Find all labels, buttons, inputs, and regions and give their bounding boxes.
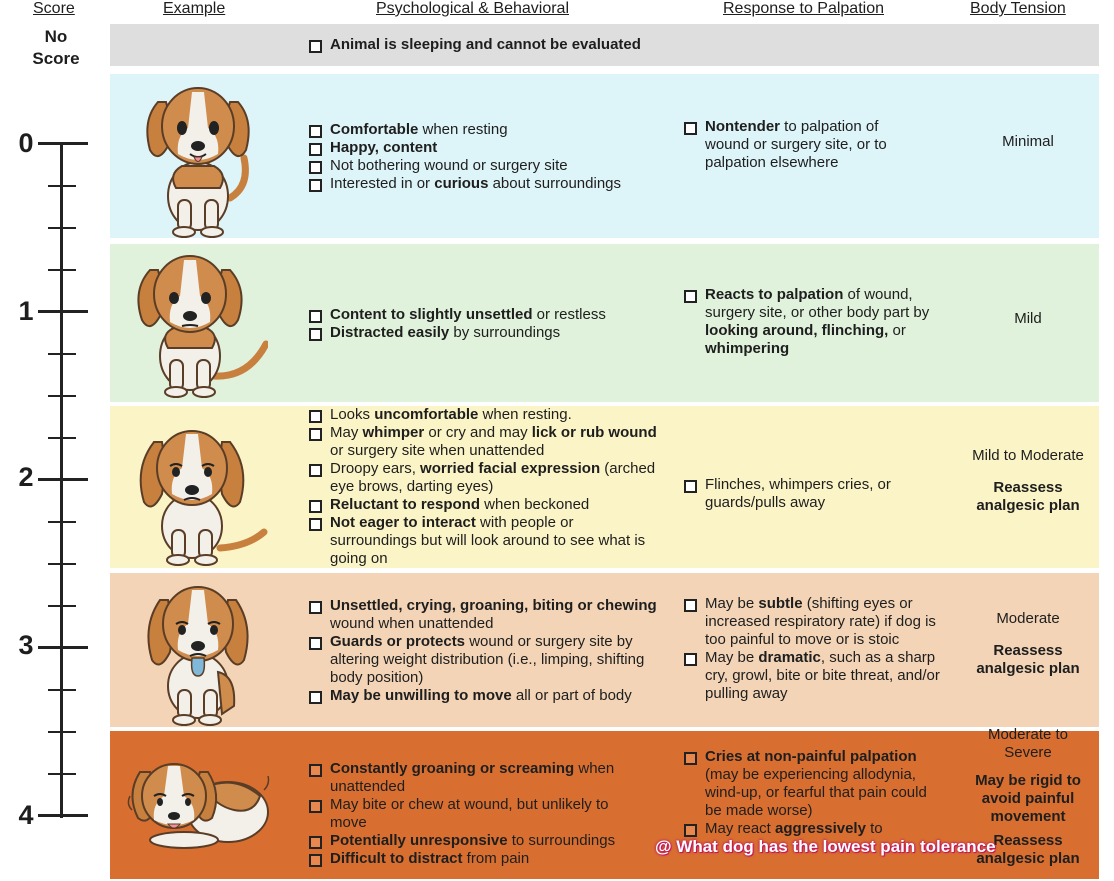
criteria-item: Interested in or curious about surroundings [307,175,667,193]
scale-minor-tick [48,731,76,733]
criteria-item: Guards or protects wound or surgery site by altering weight distribution (i.e., limping, shifting body position) [307,633,667,687]
scale-minor-tick [48,185,76,187]
criteria-item: Flinches, whimpers cries, or guards/pulls away [682,476,922,512]
scale-minor-tick [48,269,76,271]
criteria-item: Droopy ears, worried facial expression (arched eye brows, darting eyes) [307,460,662,496]
scale-minor-tick [48,395,76,397]
criteria-item: Cries at non-painful palpation (may be experiencing allodynia, wind-up, or fearful that pain could be made worse) [682,748,947,820]
criteria-item: Unsettled, crying, groaning, biting or chewing wound when unattended [307,597,667,633]
tension-score-2 [958,447,1098,515]
tension-score-1 [958,310,1098,328]
criteria-item: Nontender to palpation of wound or surgery site, or to palpation elsewhere [682,118,922,172]
criteria-item: Potentially unresponsive to surroundings [307,832,647,850]
tension-level: Minimal [1002,133,1054,150]
criteria-item: May be dramatic, such as a sharp cry, growl, bite or bite threat, and/or pulling away [682,649,947,703]
tension-level: Mild [1014,310,1042,327]
palpation-list-score-0 [682,118,922,172]
palpation-list-score-3 [682,595,947,703]
header-psychological-behavioral: Psychological & Behavioral [376,0,569,17]
scale-minor-tick [48,689,76,691]
header-score: Score [33,0,75,17]
scale-major-tick [38,478,88,481]
tension-level: Moderate [996,610,1060,627]
criteria-item: May be subtle (shifting eyes or increased respiratory rate) if dog is too painful to move or is stoic [682,595,947,649]
scale-minor-tick [48,353,76,355]
tension-score-0 [958,133,1098,151]
psych-list-score-4 [307,760,647,868]
criteria-item: May be unwilling to move all or part of body [307,687,667,705]
scale-minor-tick [48,227,76,229]
palpation-list-score-4 [682,748,947,838]
criteria-item: Comfortable when resting [307,121,667,139]
psych-list-score-2 [307,406,662,568]
psych-list-score-1 [307,306,667,342]
dog-illustration-score-1 [128,248,268,398]
no-score-label-line1: No [44,27,68,46]
tension-note: Reassess analgesic plan [976,479,1080,514]
criteria-item: May bite or chew at wound, but unlikely to move [307,796,647,832]
tension-note: Reassess analgesic plan [976,642,1080,677]
no-score-label [28,26,84,70]
scale-minor-tick [48,521,76,523]
criteria-item: Content to slightly unsettled or restless [307,306,667,324]
scale-number-4: 4 [18,800,34,830]
palpation-list-score-1 [682,286,952,358]
criteria-item: Reluctant to respond when beckoned [307,496,662,514]
scale-major-tick [38,814,88,817]
scale-minor-tick [48,437,76,439]
scale-major-tick [38,142,88,145]
header-body-tension: Body Tension [970,0,1066,17]
scale-number-0: 0 [18,128,34,158]
criteria-item: Constantly groaning or screaming when unattended [307,760,647,796]
psych-list-score-3 [307,597,667,705]
palpation-list-score-2 [682,476,922,512]
scale-number-3: 3 [18,630,34,660]
tension-level: Moderate to Severe [987,726,1069,761]
header-response-to-palpation: Response to Palpation [723,0,884,17]
criteria-item: Not eager to interact with people or surroundings but will look around to see what is going on [307,514,662,568]
criteria-item: Happy, content [307,139,667,157]
watermark-caption: @ What dog has the lowest pain tolerance [655,837,996,856]
criteria-item: Not bothering wound or surgery site [307,157,667,175]
criteria-item: Difficult to distract from pain [307,850,647,868]
header-example: Example [163,0,226,17]
tension-level: Mild to Moderate [972,447,1084,464]
criteria-item: May react aggressively to [682,820,947,838]
criteria-item: Distracted easily by surroundings [307,324,667,342]
dog-illustration-score-2 [130,416,270,566]
tension-score-3 [958,610,1098,678]
psych-list-score-0 [307,121,667,193]
scale-minor-tick [48,605,76,607]
no-score-label-line2: Score [32,49,80,68]
tension-note: May be rigid to avoid painful movement [975,772,1081,825]
criteria-item: Reacts to palpation of wound, surgery site, or other body part by looking around, flinching, or whimpering [682,286,952,358]
scale-major-tick [38,310,88,313]
no-score-item: Animal is sleeping and cannot be evaluated [307,36,641,54]
dog-illustration-score-0 [138,80,258,238]
dog-illustration-score-4 [124,744,274,854]
scale-number-1: 1 [18,296,34,326]
no-score-criteria [307,36,641,54]
criteria-item: Looks uncomfortable when resting. [307,406,662,424]
criteria-item: May whimper or cry and may lick or rub wound or surgery site when unattended [307,424,662,460]
scale-minor-tick [48,563,76,565]
tension-note-2: Reassess analgesic plan [976,832,1080,867]
dog-illustration-score-3 [138,576,258,726]
scale-major-tick [38,646,88,649]
scale-minor-tick [48,773,76,775]
scale-number-2: 2 [18,462,34,492]
